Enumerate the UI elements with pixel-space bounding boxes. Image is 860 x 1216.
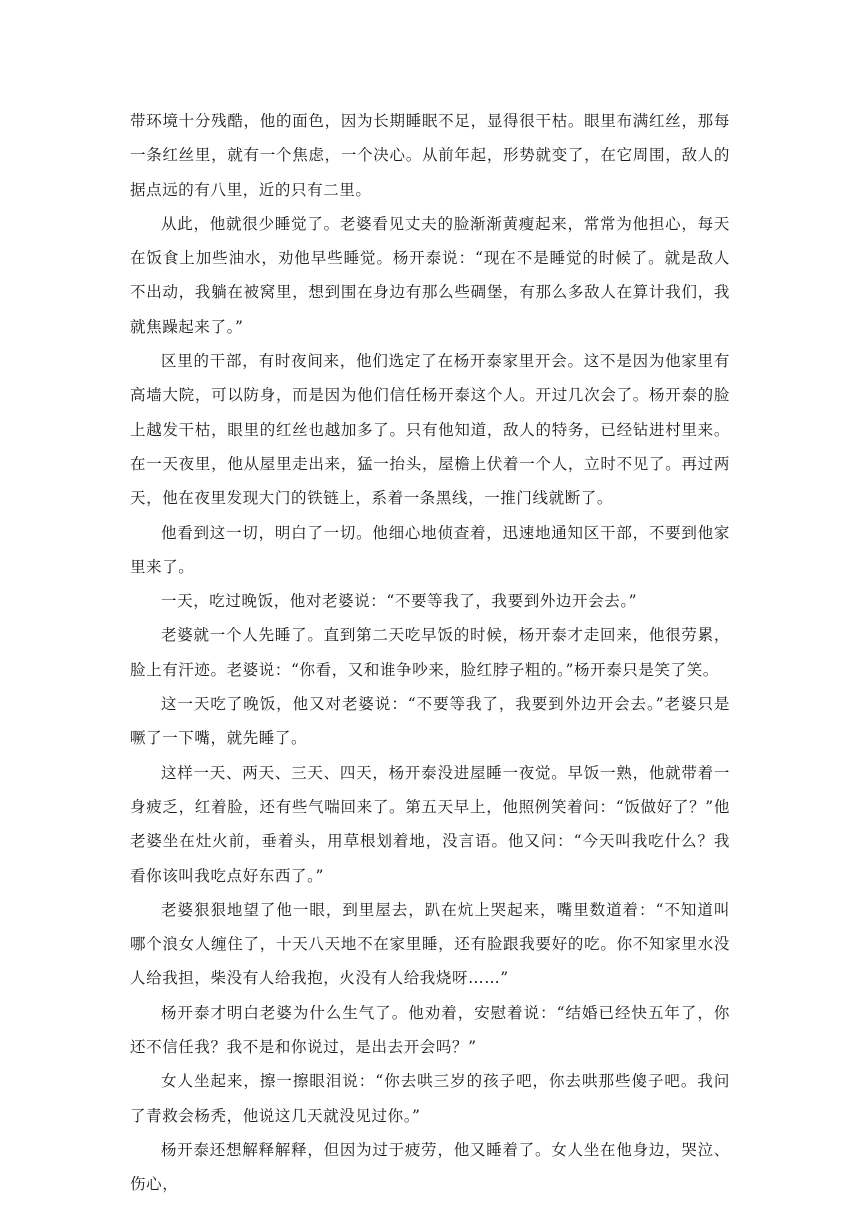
paragraph: 他看到这一切，明白了一切。他细心地侦查着，迅速地通知区干部，不要到他家里来了。 [130, 523, 730, 576]
paragraph: 老婆就一个人先睡了。直到第二天吃早饭的时候，杨开泰才走回来，他很劳累，脸上有汗迹。老婆说：“你看，又和谁争吵来，脸红脖子粗的。”杨开泰只是笑了笑。 [130, 626, 730, 679]
paragraph: 老婆狠狠地望了他一眼，到里屋去，趴在炕上哭起来，嘴里数道着：“不知道叫哪个浪女人缠住了，十天八天地不在家里睡，还有脸跟我要好的吃。你不知家里水没人给我担，柴没有人给我抱，火没有人给我烧呀……” [130, 900, 730, 988]
paragraph: 从此，他就很少睡觉了。老婆看见丈夫的脸渐渐黄瘦起来，常常为他担心，每天在饭食上加些油水，劝他早些睡觉。杨开泰说：“现在不是睡觉的时候了。就是敌人不出动，我躺在被窝里，想到围在身边有那么些碉堡，有那么多敌人在算计我们，我就焦躁起来了。” [130, 214, 730, 336]
paragraph: 女人坐起来，擦一擦眼泪说：“你去哄三岁的孩子吧，你去哄那些傻子吧。我问了青救会杨秃，他说这几天就没见过你。” [130, 1072, 730, 1125]
paragraph: 这一天吃了晚饭，他又对老婆说：“不要等我了，我要到外边开会去。”老婆只是噘了一下嘴，就先睡了。 [130, 695, 730, 748]
paragraph: 这样一天、两天、三天、四天，杨开泰没进屋睡一夜觉。早饭一熟，他就带着一身疲乏，红着脸，还有些气喘回来了。第五天早上，他照例笑着问：“饭做好了？”他老婆坐在灶火前，垂着头，用草根划着地，没言语。他又问：“今天叫我吃什么？我看你该叫我吃点好东西了。” [130, 763, 730, 885]
paragraph-continued: 带环境十分残酷，他的面色，因为长期睡眠不足，显得很干枯。眼里布满红丝，那每一条红丝里，就有一个焦虑，一个决心。从前年起，形势就变了，在它周围，敌人的据点远的有八里，近的只有二里。 [130, 112, 730, 199]
paragraph: 区里的干部，有时夜间来，他们选定了在杨开泰家里开会。这不是因为他家里有高墙大院，可以防身，而是因为他们信任杨开泰这个人。开过几次会了。杨开泰的脸上越发干枯，眼里的红丝也越加多了。只有他知道，敌人的特务，已经钻进村里来。在一天夜里，他从屋里走出来，猛一抬头，屋檐上伏着一个人，立时不见了。再过两天，他在夜里发现大门的铁链上，系着一条黑线，一推门线就断了。 [130, 352, 730, 508]
document-body [130, 104, 730, 1202]
paragraph: 杨开泰才明白老婆为什么生气了。他劝着，安慰着说：“结婚已经快五年了，你还不信任我？我不是和你说过，是出去开会吗？” [130, 1003, 730, 1057]
paragraph: 一天，吃过晚饭，他对老婆说：“不要等我了，我要到外边开会去。” [161, 592, 638, 611]
paragraph: 杨开泰还想解释解释，但因为过于疲劳，他又睡着了。女人坐在他身边，哭泣、伤心， [130, 1140, 730, 1194]
